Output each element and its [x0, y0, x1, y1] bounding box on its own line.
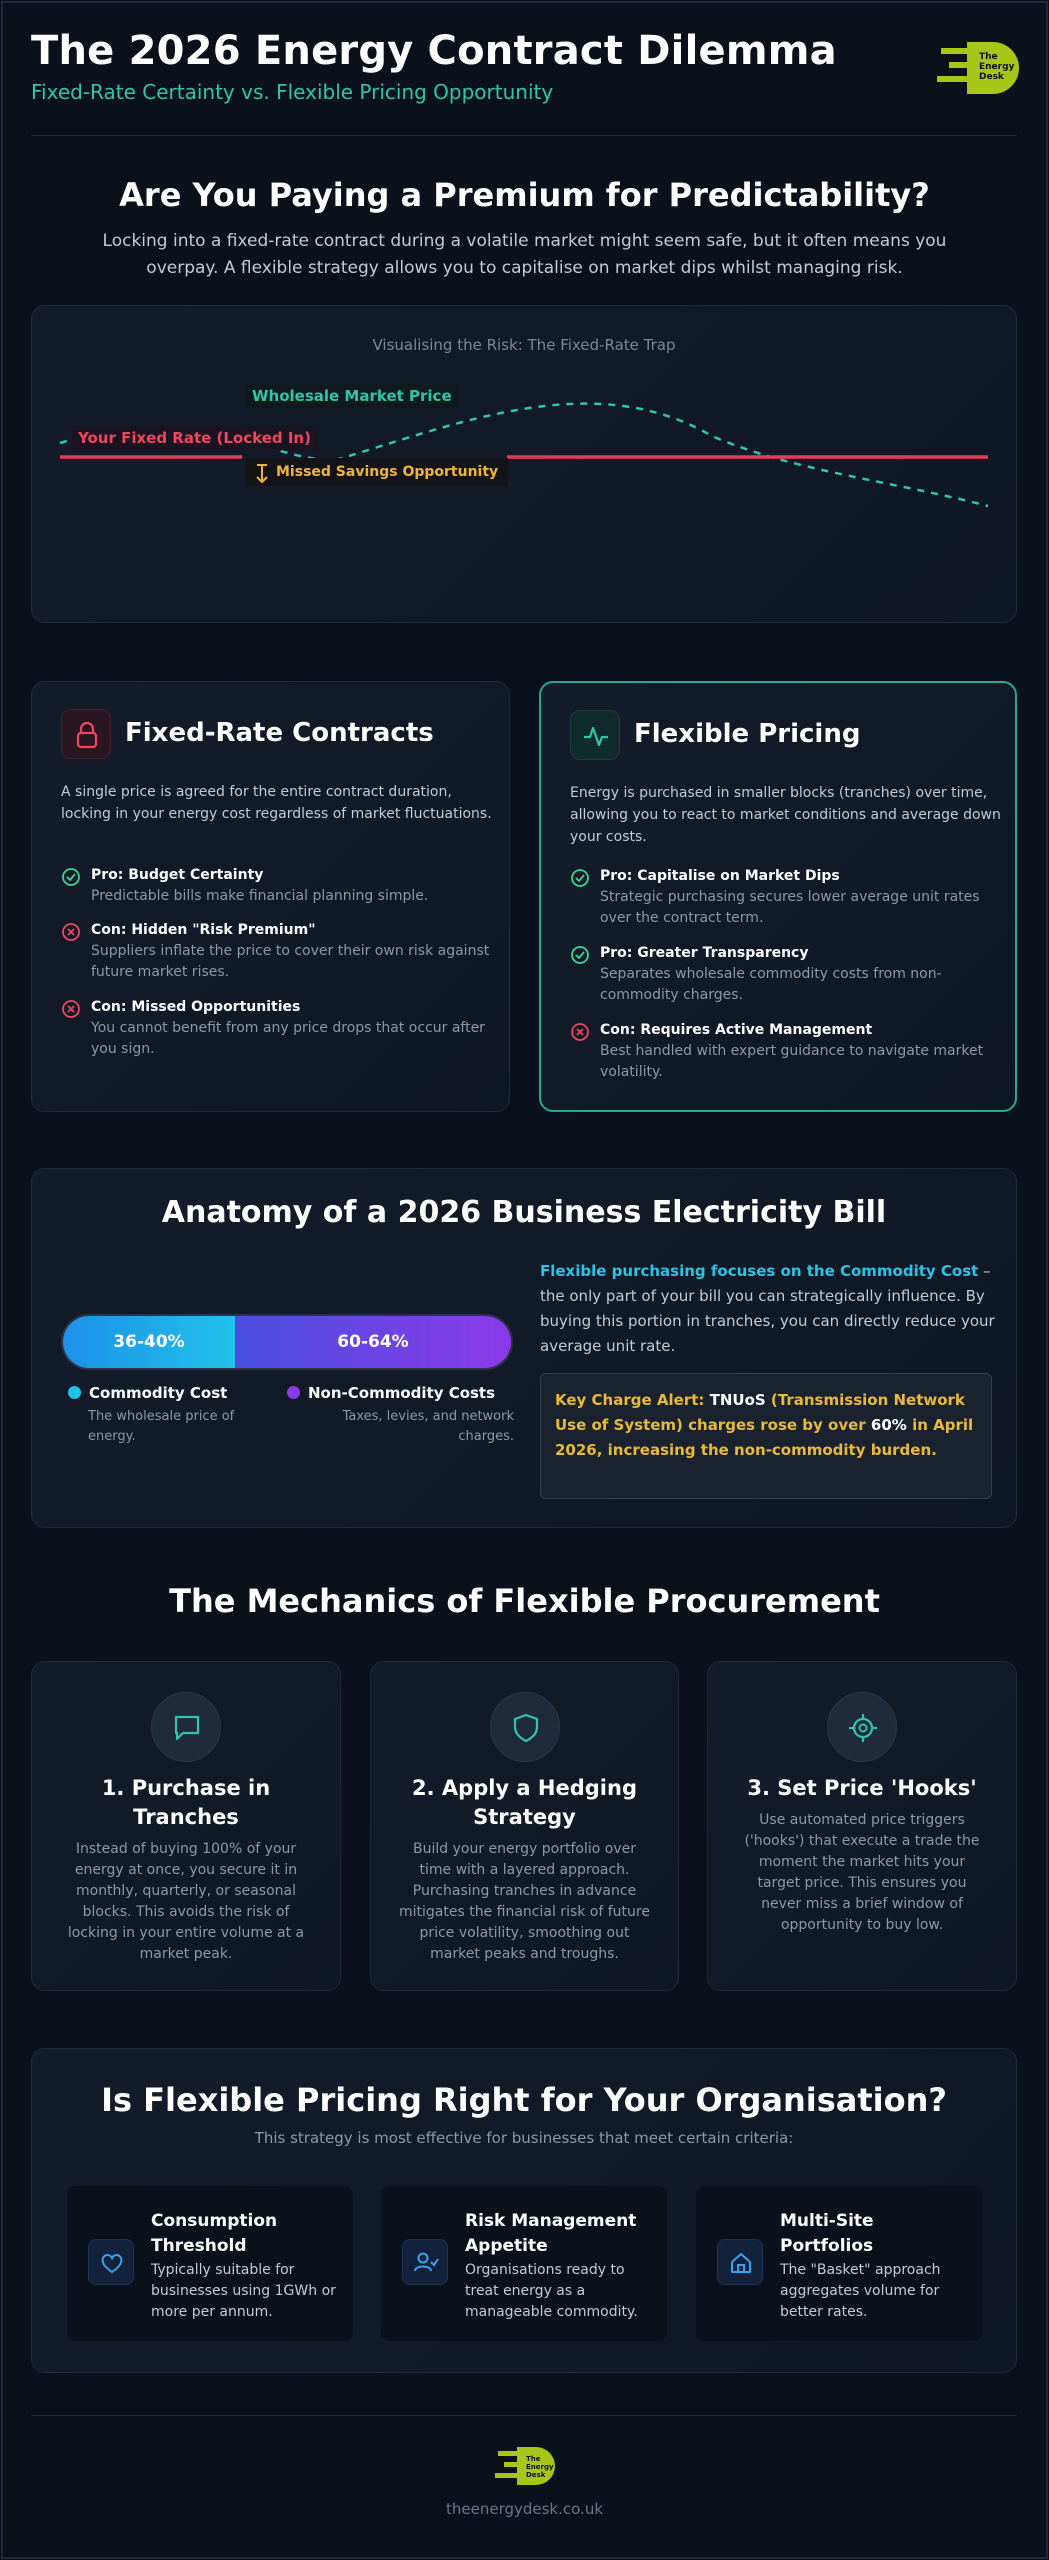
flexible-point-3: Con: Requires Active Management Best handled with expert guidance to navigate market volatility. — [570, 1022, 1010, 1083]
x-circle-icon — [61, 999, 81, 1019]
x-circle-icon — [61, 922, 81, 942]
shield-icon — [490, 1692, 560, 1762]
step-3-title: 3. Set Price 'Hooks' — [747, 1776, 977, 1800]
non-commodity-legend: Non-Commodity Costs — [287, 1384, 495, 1402]
flexible-pricing-description: Energy is purchased in smaller blocks (tranches) over time, allowing you to react to market conditions and average down your costs. — [570, 785, 1001, 845]
step-2-text: Build your energy portfolio over time with a layered approach. Purchasing tranches in advance mitigates the financial risk of future price volatility, smoothing out market peaks and troughs. — [399, 1841, 650, 1962]
flexible-pricing-title: Flexible Pricing — [634, 719, 861, 749]
user-check-icon — [402, 2239, 448, 2285]
footer-url[interactable]: theenergydesk.co.uk — [445, 2500, 604, 2518]
fixed-rate-title: Fixed-Rate Contracts — [125, 718, 434, 748]
arrow-down-icon — [254, 464, 270, 484]
step-1-title: 1. Purchase in Tranches — [101, 1776, 271, 1829]
activity-icon — [570, 710, 620, 760]
mechanics-heading: The Mechanics of Flexible Procurement — [169, 1582, 880, 1620]
suitability-heading: Is Flexible Pricing Right for Your Organisation? — [101, 2081, 947, 2119]
page-subtitle: Fixed-Rate Certainty vs. Flexible Pricing Opportunity — [31, 80, 554, 104]
footer-logo: The Energy Desk — [495, 2447, 555, 2487]
bill-anatomy-card — [31, 1168, 1017, 1528]
non-commodity-segment: 60-64% — [235, 1316, 511, 1368]
mechanics-step-3 — [707, 1661, 1017, 1991]
criterion-multi-site — [696, 2186, 982, 2341]
mechanics-step-1 — [31, 1661, 341, 1991]
wholesale-price-label: Wholesale Market Price — [246, 384, 458, 408]
criterion-1-title: Consumption Threshold — [151, 2211, 278, 2256]
wholesale-price-line — [60, 404, 988, 506]
criterion-2-text: Organisations ready to treat energy as a manageable commodity. — [465, 2262, 638, 2320]
criterion-3-text: The "Basket" approach aggregates volume for better rates. — [780, 2262, 941, 2320]
fixed-point-2: Con: Hidden "Risk Premium" Suppliers inflate the price to cover their own risk against future market rises. — [61, 922, 501, 983]
non-commodity-legend-sub: Taxes, levies, and network charges. — [342, 1409, 514, 1444]
intro-text: Locking into a fixed-rate contract during a volatile market might seem safe, but it often means you overpay. A flexible strategy allows you to capitalise on market dips whilst managing risk. — [102, 231, 947, 278]
footer-divider — [31, 2415, 1017, 2416]
criterion-risk-appetite — [381, 2186, 667, 2341]
fixed-point-3: Con: Missed Opportunities You cannot benefit from any price drops that occur after you sign. — [61, 999, 501, 1060]
risk-chart-card — [31, 305, 1017, 623]
criterion-1-text: Typically suitable for businesses using 1GWh or more per annum. — [151, 2262, 336, 2320]
commodity-focus-text: Flexible purchasing focuses on the Commodity Cost – the only part of your bill you can strategically influence. By buying this portion in tranches, you can directly reduce your average unit rate. — [540, 1262, 995, 1355]
home-icon — [717, 2239, 763, 2285]
commodity-segment: 36-40% — [63, 1316, 235, 1368]
check-circle-icon — [570, 945, 590, 965]
criterion-2-title: Risk Management Appetite — [465, 2211, 637, 2256]
mechanics-step-2 — [370, 1661, 679, 1991]
flexible-pricing-card — [539, 681, 1017, 1112]
step-2-title: 2. Apply a Hedging Strategy — [412, 1776, 637, 1829]
step-1-text: Instead of buying 100% of your energy at once, you secure it in monthly, quarterly, or seasonal blocks. This avoids the risk of locking in your entire volume at a market peak. — [67, 1841, 305, 1962]
heart-icon — [88, 2239, 134, 2285]
lock-icon — [61, 709, 111, 759]
check-circle-icon — [570, 868, 590, 888]
key-charge-alert: Key Charge Alert: TNUoS (Transmission Network Use of System) charges rose by over 60% in April 2026, increasing the non-commodity burden. — [540, 1373, 992, 1499]
missed-savings-label: Missed Savings Opportunity — [246, 458, 508, 486]
target-icon — [827, 1692, 897, 1762]
chat-icon — [151, 1692, 221, 1762]
energy-desk-logo: The Energy Desk — [937, 42, 1017, 96]
fixed-rate-label: Your Fixed Rate (Locked In) — [72, 426, 317, 450]
x-circle-icon — [570, 1022, 590, 1042]
intro-heading: Are You Paying a Premium for Predictability? — [119, 176, 930, 214]
suitability-card — [31, 2048, 1017, 2373]
fixed-point-1: Pro: Budget Certainty Predictable bills make financial planning simple. — [61, 867, 501, 907]
step-3-text: Use automated price triggers ('hooks') that execute a trade the moment the market hits your target price. This ensures you never miss a brief window of opportunity to buy low. — [744, 1812, 980, 1933]
commodity-legend-sub: The wholesale price of energy. — [88, 1409, 235, 1444]
page-title: The 2026 Energy Contract Dilemma — [31, 28, 837, 74]
check-circle-icon — [61, 867, 81, 887]
criterion-consumption — [67, 2186, 353, 2341]
fixed-rate-description: A single price is agreed for the entire contract duration, locking in your energy cost regardless of market fluctuations. — [61, 784, 492, 822]
fixed-rate-card — [31, 681, 510, 1112]
risk-chart — [32, 306, 1018, 624]
criterion-3-title: Multi-Site Portfolios — [780, 2211, 874, 2256]
commodity-legend: Commodity Cost — [68, 1384, 227, 1402]
risk-chart-title: Visualising the Risk: The Fixed-Rate Trap — [372, 336, 676, 354]
flexible-point-1: Pro: Capitalise on Market Dips Strategic purchasing secures lower average unit rates over the contract term. — [570, 868, 1010, 929]
flexible-point-2: Pro: Greater Transparency Separates wholesale commodity costs from non-commodity charges. — [570, 945, 1010, 1006]
suitability-sub: This strategy is most effective for businesses that meet certain criteria: — [254, 2129, 794, 2147]
anatomy-heading: Anatomy of a 2026 Business Electricity Bill — [161, 1195, 887, 1230]
header — [31, 28, 1017, 136]
bill-split-bar — [61, 1314, 513, 1370]
